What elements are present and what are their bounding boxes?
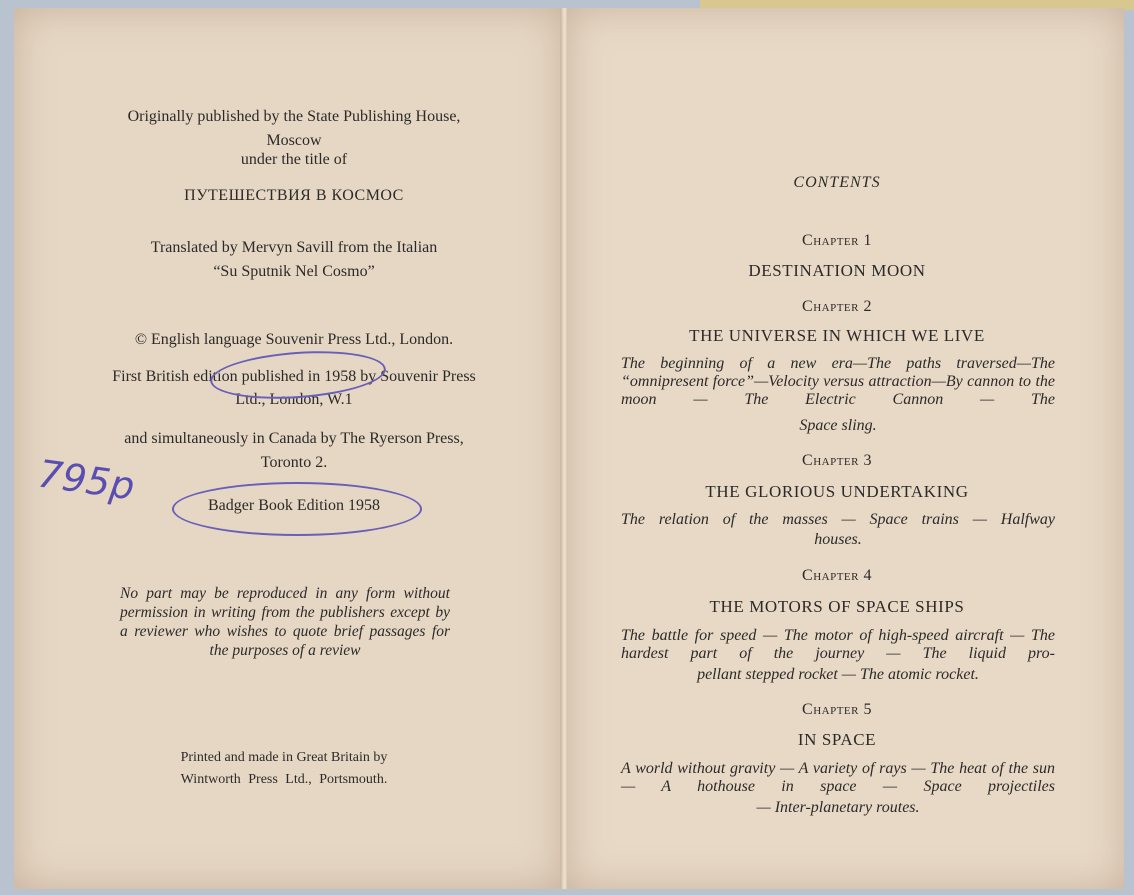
under-title-line: under the title of [240,151,348,168]
chapter-3-label: Chapter 3 [802,452,872,469]
badger-edition: Badger Book Edition 1958 [208,497,380,514]
chapter-3-description: The relation of the masses — Space trains — Halfway [621,511,1055,528]
ink-circle-badger [172,482,422,536]
chapter-5-label: Chapter 5 [802,701,872,718]
chapter-2-label: Chapter 2 [802,298,872,315]
chapter-3-description-end: houses. [814,531,862,548]
chapter-4-label: Chapter 4 [802,567,872,584]
chapter-3-title: THE GLORIOUS UNDERTAKING [705,482,969,501]
russian-title: ПУТЕШЕСТВИЯ В КОСМОС [184,187,404,204]
originally-published-line: Originally published by the State Publishing House, [127,108,461,125]
chapter-5-title: IN SPACE [797,730,877,749]
chapter-4-description: The battle for speed — The motor of high-speed aircraft — The hardest part of the journey — The liquid pro- [621,627,1055,662]
moscow-line: Moscow [266,132,322,149]
chapter-5-description: A world without gravity — A variety of rays — The heat of the sun — A hothouse in space — Space projectiles [621,760,1055,795]
contents-heading: CONTENTS [793,174,881,191]
left-page [14,8,562,889]
copyright-line: © English language Souvenir Press Ltd., London. [134,331,454,348]
chapter-2-title: THE UNIVERSE IN WHICH WE LIVE [689,326,985,345]
first-edition-line: First British edition published in 1958 by Souvenir Press [112,368,476,385]
chapter-1-title: DESTINATION MOON [748,261,926,280]
first-edition-line-2: Ltd., London, W.1 [235,391,353,408]
chapter-2-description-end: Space sling. [799,417,877,434]
translated-line: Translated by Mervyn Savill from the Italian [150,239,438,256]
canada-line-2: Toronto 2. [260,454,328,471]
handwritten-price: 795p [35,451,138,509]
right-page [567,8,1124,889]
chapter-4-title: THE MOTORS OF SPACE SHIPS [709,597,965,616]
italian-title: “Su Sputnik Nel Cosmo” [213,263,375,280]
chapter-2-description: The beginning of a new era—The paths traversed—The “omnipresent force”—Velocity versus attraction—By cannon to the moon — The Electric Cannon — The [621,355,1055,408]
chapter-1-label: Chapter 1 [802,232,872,249]
rights-notice: No part may be reproduced in any form without permission in writing from the publishers except by a reviewer who wishes to quote brief passages for the purposes of a review [120,585,450,659]
chapter-4-description-end: pellant stepped rocket — The atomic rocket. [697,666,979,683]
printer-line-2: Wintworth Press Ltd., Portsmouth. [180,772,388,787]
chapter-5-description-end: — Inter-planetary routes. [756,799,920,816]
canada-line: and simultaneously in Canada by The Ryerson Press, [124,430,464,447]
printer-line: Printed and made in Great Britain by [180,750,388,765]
